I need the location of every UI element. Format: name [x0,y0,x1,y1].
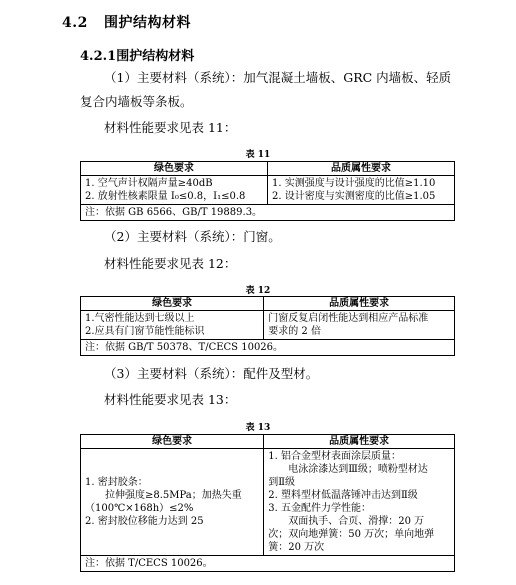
section-heading [62,12,191,32]
table-13-right-line: 簧：20 万次 [268,542,325,553]
table-11-note: 注：依据 GB 6566、GB/T 19889.3。 [81,205,455,221]
table-13-left-line: 2. 密封胶位移能力达到 25 [85,516,204,527]
table-12-note: 注：依据 GB/T 50378、T/CECS 10026。 [81,340,455,356]
table-11-cell: 1. 实测强度与设计强度的比值≥1.10 [272,178,436,189]
paragraph-1-line-2: 复合内墙板等条板。 [80,94,193,109]
table-11-header-quality: 品质属性要求 [268,162,455,176]
table-13-left-line: （100℃×168h）≤2% [85,503,194,514]
paragraph-2: （2）主要材料（系统）：门窗。 [104,229,281,244]
paragraph-3: （3）主要材料（系统）：配件及型材。 [104,366,319,381]
table-12-header-green: 绿色要求 [81,297,264,311]
subsection-number: 4.2.1 [80,49,117,64]
table-13 [80,434,455,572]
table-13-header-green: 绿色要求 [81,435,264,449]
table-12-caption: 表 12 [245,286,271,296]
subsection-title: 围护结构材料 [116,49,195,64]
table-12-left-line: 1.气密性能达到七级以上 [85,313,195,324]
paragraph-3-requirement: 材料性能要求见表 13： [104,392,237,407]
table-row [81,176,455,191]
table-13-right-line: 次；双向地弹簧：50 万次；单向地弹 [268,529,435,540]
table-11-cell: 1. 空气声计权隔声量≥40dB [85,178,213,189]
table-12-left-line: 2.应具有门窗节能性能标识 [85,326,205,337]
section-number: 4.2 [62,15,88,31]
table-13-header-quality: 品质属性要求 [264,435,455,449]
table-13-caption: 表 13 [245,423,271,433]
table-13-right-line: 3. 五金配件力学性能： [268,503,371,514]
table-11 [80,161,455,221]
table-12 [80,296,455,356]
table-row [81,449,455,556]
table-13-right-line: 2. 塑料型材低温落锤冲击达到Ⅱ级 [268,490,418,501]
table-13-right-line: 电泳涂漆达到Ⅲ级；喷粉型材达 [288,464,428,475]
table-13-right-line: 到Ⅱ级 [268,477,296,488]
table-row [81,311,455,340]
table-row [81,190,455,205]
table-12-right-line: 门窗反复启闭性能达到相应产品标准 [268,313,429,324]
paragraph-2-requirement: 材料性能要求见表 12： [104,256,237,271]
table-12-right-line: 要求的 2 倍 [268,326,321,337]
table-12-header-quality: 品质属性要求 [264,297,455,311]
table-13-right-line: 双面执手、合页、滑撑：20 万 [288,516,425,527]
paragraph-1-requirement: 材料性能要求见表 11： [104,120,237,135]
paragraph-1-line-1: （1）主要材料（系统）：加气混凝土墙板、GRC 内墙板、轻质 [104,70,452,85]
section-title: 围护结构材料 [103,15,191,31]
table-11-cell: 2. 放射性核素限量 I₀≤0.8，I₁≤0.8 [85,191,246,202]
table-13-left-line: 拉伸强度≥8.5MPa；加热失重 [105,490,242,501]
table-11-cell: 2. 设计密度与实测密度的比值≥1.05 [272,191,436,202]
table-11-header-green: 绿色要求 [81,162,268,176]
table-11-caption: 表 11 [245,150,271,160]
table-13-note: 注：依据 T/CECS 10026。 [81,556,455,572]
subsection-heading [80,45,194,64]
table-13-left-line: 1. 密封胶条： [85,477,148,488]
table-13-right-line: 1. 铝合金型材表面涂层质量： [268,451,401,462]
